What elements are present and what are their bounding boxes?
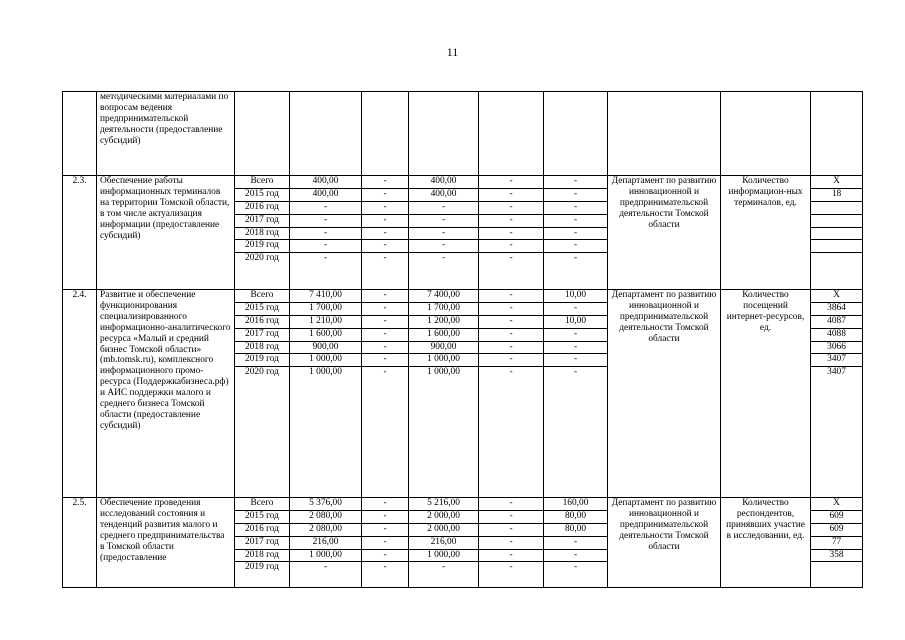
local-amount-value: - <box>509 562 513 573</box>
regional-amount-value: - <box>409 240 478 253</box>
regional-amount-list <box>409 176 478 265</box>
extrabudget-amount-value: - <box>544 302 607 315</box>
local-amount-cell <box>479 498 544 588</box>
year-value: 2017 год <box>235 536 289 549</box>
extrabudget-amount-list <box>544 498 607 574</box>
indicator-value-value: X <box>811 290 862 302</box>
indicator-value-cell <box>811 92 863 176</box>
regional-amount-cell <box>409 290 479 498</box>
federal-amount-value: - <box>362 176 408 188</box>
total-amount-value: 900,00 <box>290 341 361 354</box>
federal-amount-value: - <box>362 510 408 523</box>
regional-amount-value: - <box>409 201 478 214</box>
federal-amount-list <box>362 290 408 379</box>
extrabudget-amount-value: - <box>544 176 607 188</box>
local-amount-value: - <box>509 253 513 264</box>
local-amount-value: - <box>479 354 543 367</box>
year-value: 2019 год <box>235 240 289 253</box>
extrabudget-amount-value: 80,00 <box>544 523 607 536</box>
regional-amount-value: 216,00 <box>409 536 478 549</box>
regional-amount-value: - <box>441 253 446 264</box>
extrabudget-amount-list <box>544 176 607 265</box>
local-amount-value: - <box>479 536 543 549</box>
local-amount-value: - <box>479 227 543 240</box>
year-cell <box>235 92 290 176</box>
item-name: Обеспечение работы информационных терминалов на территории Томской области, в том числе актуализация информации (предоставление субсидий) <box>97 176 235 290</box>
year-value: 2020 год <box>245 253 279 264</box>
federal-amount-value: - <box>362 214 408 227</box>
total-amount-value: 1 210,00 <box>290 315 361 328</box>
indicator-value-value <box>811 201 862 214</box>
total-amount-value: - <box>290 201 361 214</box>
federal-amount-value: - <box>383 367 387 378</box>
local-amount-list <box>479 176 543 265</box>
local-amount-cell <box>479 176 544 290</box>
year-value: 2018 год <box>235 227 289 240</box>
regional-amount-value: 1 000,00 <box>409 549 478 562</box>
local-amount-value: - <box>479 201 543 214</box>
indicator-value-value: 609 <box>811 510 862 523</box>
item-name: Обеспечение проведения исследований состояния и тенденций развития малого и среднего предпринимательства в Томской области (предоставление <box>97 498 235 588</box>
regional-amount-value: 1 000,00 <box>409 354 478 367</box>
year-value: Всего <box>235 176 289 188</box>
federal-amount-value: - <box>362 328 408 341</box>
total-amount-value: - <box>290 227 361 240</box>
extrabudget-amount-value: - <box>544 328 607 341</box>
regional-amount-value: 2 000,00 <box>409 510 478 523</box>
indicator-value-value: 4088 <box>811 328 862 341</box>
indicator-value-value <box>811 214 862 227</box>
total-amount-value: 5 376,00 <box>290 498 361 510</box>
year-cell <box>235 290 290 498</box>
year-list <box>235 498 289 574</box>
total-amount-list <box>290 176 361 265</box>
regional-amount-list <box>409 498 478 574</box>
indicator-value-value: 358 <box>811 549 862 562</box>
regional-amount-value: 2 000,00 <box>409 523 478 536</box>
federal-amount-value: - <box>383 253 387 264</box>
indicator-value-value: X <box>811 498 862 510</box>
extrabudget-amount-cell <box>544 498 608 588</box>
table-row <box>63 176 863 290</box>
total-amount-value: - <box>290 214 361 227</box>
local-amount-value: - <box>479 341 543 354</box>
indicator-value-value: 4087 <box>811 315 862 328</box>
total-amount-cell <box>290 176 362 290</box>
regional-amount-value: - <box>409 214 478 227</box>
local-amount-cell <box>479 92 544 176</box>
executor: Департамент по развитию инновационной и предпринимательской деятельности Томской области <box>608 290 721 498</box>
indicator-value-value <box>811 227 862 240</box>
program-table <box>62 91 863 588</box>
federal-amount-value: - <box>362 536 408 549</box>
extrabudget-amount-cell <box>544 290 608 498</box>
total-amount-value: 1 600,00 <box>290 328 361 341</box>
federal-amount-value: - <box>362 523 408 536</box>
regional-amount-value: 400,00 <box>409 188 478 201</box>
extrabudget-amount-value: 80,00 <box>544 510 607 523</box>
year-value: 2019 год <box>235 354 289 367</box>
total-amount-value: - <box>290 240 361 253</box>
federal-amount-list <box>362 498 408 574</box>
indicator-value-value <box>811 240 862 253</box>
local-amount-value: - <box>479 188 543 201</box>
regional-amount-value: 1 000,00 <box>427 367 460 378</box>
federal-amount-cell <box>362 290 409 498</box>
year-value: 2016 год <box>235 523 289 536</box>
federal-amount-value: - <box>362 341 408 354</box>
total-amount-value: 7 410,00 <box>290 290 361 302</box>
extrabudget-amount-value: - <box>573 253 578 264</box>
year-value: Всего <box>235 498 289 510</box>
federal-amount-value: - <box>362 201 408 214</box>
regional-amount-value: 900,00 <box>409 341 478 354</box>
regional-amount-value: 1 700,00 <box>409 302 478 315</box>
total-amount-cell <box>290 92 362 176</box>
federal-amount-value: - <box>362 354 408 367</box>
extrabudget-amount-list <box>544 290 607 379</box>
year-list <box>235 176 289 265</box>
total-amount-value: - <box>323 253 328 264</box>
year-value: 2017 год <box>235 328 289 341</box>
indicator-value-value: X <box>811 176 862 188</box>
total-amount-value: - <box>323 562 328 573</box>
regional-amount-cell <box>409 92 479 176</box>
extrabudget-amount-value: - <box>544 549 607 562</box>
total-amount-value: 2 080,00 <box>290 510 361 523</box>
indicator-value-cell <box>811 176 863 290</box>
extrabudget-amount-value: - <box>544 536 607 549</box>
regional-amount-value: 5 216,00 <box>409 498 478 510</box>
indicator-value-value: 3407 <box>811 354 862 367</box>
total-amount-list <box>290 498 361 574</box>
local-amount-value: - <box>479 315 543 328</box>
extrabudget-amount-cell <box>544 92 608 176</box>
year-list <box>235 290 289 379</box>
year-value: 2020 год <box>245 367 279 378</box>
total-amount-value: 1 000,00 <box>290 549 361 562</box>
item-number <box>63 92 97 176</box>
executor <box>608 92 721 176</box>
local-amount-value: - <box>479 302 543 315</box>
year-value: 2015 год <box>235 302 289 315</box>
local-amount-value: - <box>479 176 543 188</box>
total-amount-value: 400,00 <box>290 188 361 201</box>
year-value: 2015 год <box>235 188 289 201</box>
page-number: 11 <box>446 45 459 59</box>
regional-amount-cell <box>409 498 479 588</box>
federal-amount-value: - <box>362 290 408 302</box>
extrabudget-amount-value: - <box>544 341 607 354</box>
regional-amount-value: 7 400,00 <box>409 290 478 302</box>
indicator: Количество посещений интернет-ресурсов, ед. <box>721 290 811 498</box>
indicator-value-value: 3407 <box>827 367 846 378</box>
item-number: 2.3. <box>63 176 97 290</box>
executor: Департамент по развитию инновационной и предпринимательской деятельности Томской области <box>608 176 721 290</box>
local-amount-value: - <box>479 214 543 227</box>
federal-amount-value: - <box>362 227 408 240</box>
extrabudget-amount-value: - <box>544 188 607 201</box>
item-name: методическими материалами по вопросам ведения предпринимательской деятельности (предоставление субсидий) <box>97 92 235 176</box>
year-value: 2019 год <box>245 562 279 573</box>
total-amount-value: 400,00 <box>290 176 361 188</box>
indicator-value-list <box>811 498 862 574</box>
extrabudget-amount-value: - <box>544 214 607 227</box>
table-body <box>63 92 863 588</box>
year-cell <box>235 498 290 588</box>
indicator-value-value: 3864 <box>811 302 862 315</box>
year-value: 2018 год <box>235 549 289 562</box>
federal-amount-value: - <box>362 549 408 562</box>
indicator-value-cell <box>811 498 863 588</box>
total-amount-value: 2 080,00 <box>290 523 361 536</box>
indicator-value-value: 609 <box>811 523 862 536</box>
federal-amount-value: - <box>362 240 408 253</box>
indicator-value-value: 77 <box>811 536 862 549</box>
local-amount-value: - <box>479 510 543 523</box>
regional-amount-list <box>409 290 478 379</box>
local-amount-value: - <box>479 523 543 536</box>
year-value: 2016 год <box>235 315 289 328</box>
local-amount-value: - <box>479 328 543 341</box>
extrabudget-amount-value: - <box>573 367 578 378</box>
indicator: Количество респондентов, принявших участие в исследовании, ед. <box>721 498 811 588</box>
extrabudget-amount-value: - <box>544 354 607 367</box>
regional-amount-value: - <box>441 562 446 573</box>
total-amount-list <box>290 290 361 379</box>
federal-amount-list <box>362 176 408 265</box>
extrabudget-amount-value: - <box>544 227 607 240</box>
local-amount-value: - <box>479 290 543 302</box>
federal-amount-cell <box>362 176 409 290</box>
extrabudget-amount-value: - <box>573 562 578 573</box>
local-amount-value: - <box>479 549 543 562</box>
year-cell <box>235 176 290 290</box>
indicator-value-list <box>811 176 862 265</box>
year-value: 2015 год <box>235 510 289 523</box>
federal-amount-value: - <box>362 188 408 201</box>
regional-amount-value: 400,00 <box>409 176 478 188</box>
item-name: Развитие и обеспечение функционирования специализированного информационно-аналитического ресурса «Малый и средний бизнес Томской области» (mb.tomsk.ru), комплексного информационного промо-ресурса (Поддержкабизнеса.рф) и АИС поддержки малого и среднего бизнеса Томской области (предоставление субсидий) <box>97 290 235 498</box>
total-amount-value: 1 000,00 <box>290 354 361 367</box>
federal-amount-value: - <box>383 562 387 573</box>
extrabudget-amount-value: - <box>544 201 607 214</box>
item-number: 2.4. <box>63 290 97 498</box>
indicator-value-value: 18 <box>811 188 862 201</box>
extrabudget-amount-value: 10,00 <box>544 315 607 328</box>
local-amount-list <box>479 498 543 574</box>
local-amount-value: - <box>509 367 513 378</box>
extrabudget-amount-value: - <box>544 240 607 253</box>
local-amount-value: - <box>479 498 543 510</box>
total-amount-value: 1 000,00 <box>309 367 342 378</box>
federal-amount-cell <box>362 92 409 176</box>
federal-amount-value: - <box>362 498 408 510</box>
regional-amount-value: 1 200,00 <box>409 315 478 328</box>
item-number: 2.5. <box>63 498 97 588</box>
year-value: Всего <box>235 290 289 302</box>
table-row <box>63 498 863 588</box>
indicator-value-list <box>811 290 862 379</box>
regional-amount-value: 1 600,00 <box>409 328 478 341</box>
indicator: Количество информацион-ных терминалов, ед. <box>721 176 811 290</box>
table-row <box>63 290 863 498</box>
indicator-value-value: 3066 <box>811 341 862 354</box>
total-amount-cell <box>290 290 362 498</box>
regional-amount-value: - <box>409 227 478 240</box>
total-amount-value: 216,00 <box>290 536 361 549</box>
federal-amount-value: - <box>362 315 408 328</box>
extrabudget-amount-value: 10,00 <box>544 290 607 302</box>
extrabudget-amount-cell <box>544 176 608 290</box>
local-amount-list <box>479 290 543 379</box>
total-amount-cell <box>290 498 362 588</box>
indicator <box>721 92 811 176</box>
local-amount-value: - <box>479 240 543 253</box>
extrabudget-amount-value: 160,00 <box>544 498 607 510</box>
year-value: 2018 год <box>235 341 289 354</box>
indicator-value-value <box>811 253 862 265</box>
federal-amount-cell <box>362 498 409 588</box>
federal-amount-value: - <box>362 302 408 315</box>
local-amount-cell <box>479 290 544 498</box>
executor: Департамент по развитию инновационной и предпринимательской деятельности Томской области <box>608 498 721 588</box>
indicator-value-cell <box>811 290 863 498</box>
year-value: 2017 год <box>235 214 289 227</box>
table-row <box>63 92 863 176</box>
regional-amount-cell <box>409 176 479 290</box>
year-value: 2016 год <box>235 201 289 214</box>
indicator-value-value <box>811 562 862 574</box>
total-amount-value: 1 700,00 <box>290 302 361 315</box>
